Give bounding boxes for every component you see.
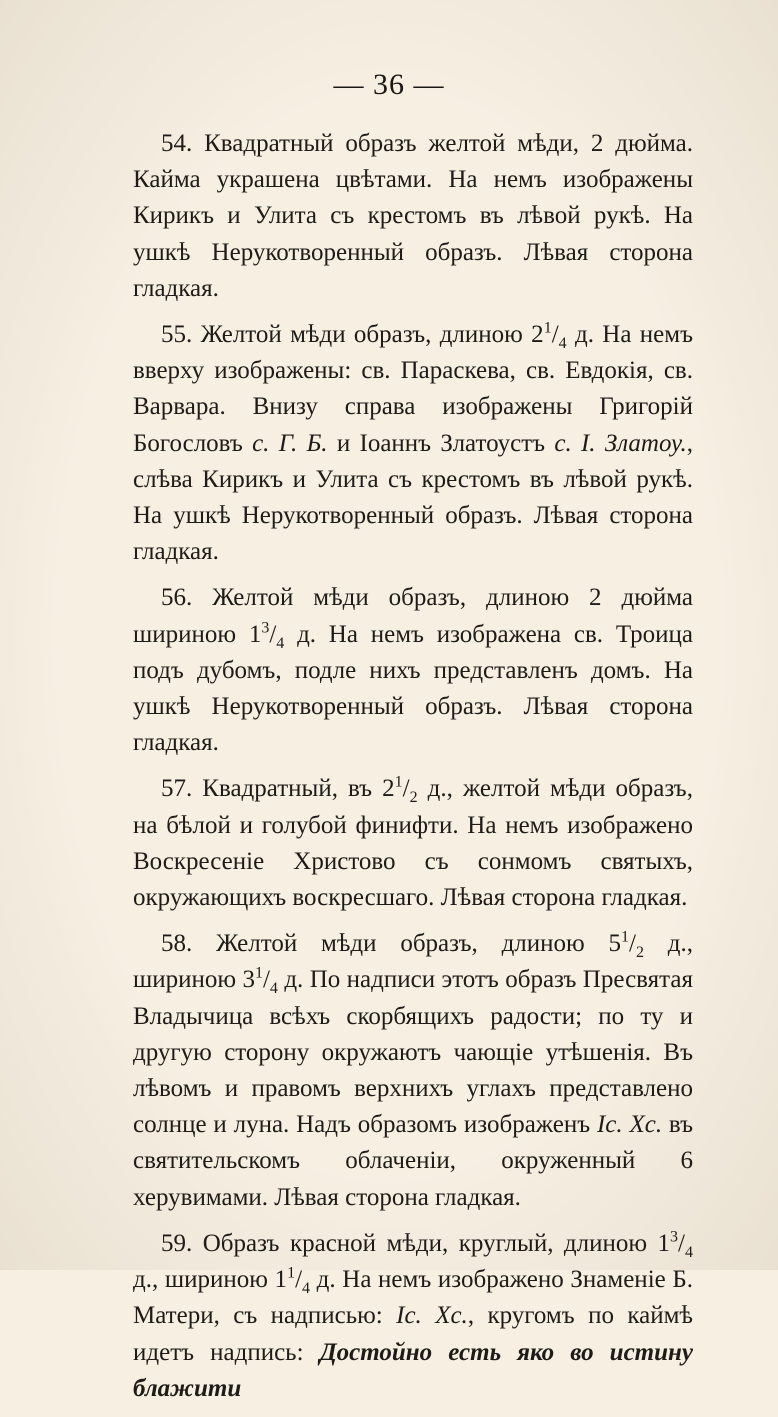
- text-run: 55. Желтой мѣди образъ, длиною 2: [161, 321, 544, 349]
- text-run: /: [402, 775, 410, 803]
- text-run: д. На немъ вверху изображены: св. Параскева, св. Евдокія, св. Варвара. Внизу справа изображены Григорій Богословъ: [133, 321, 693, 457]
- text-run: , слѣва Кирикъ и Улита съ крестомъ въ лѣвой рукѣ. На ушкѣ Нерукотворенный образъ. Лѣвая сторона гладкая.: [133, 429, 693, 566]
- text-run: /: [262, 966, 270, 994]
- text-run: д., желтой мѣди образъ, на бѣлой и голубой финифти. На немъ изображено Воскресеніе Христово съ сонмомъ святыхъ, окружающихъ воскресшаго. Лѣвая сторона гладкая.: [133, 775, 693, 912]
- text-run: /: [629, 930, 636, 958]
- text-run: 2: [409, 789, 418, 807]
- text-run: 3: [670, 1228, 679, 1246]
- text-body: [133, 126, 693, 1417]
- text-run: 59. Образъ красной мѣди, круглый, длиною 1: [161, 1229, 671, 1257]
- text-run: 1: [287, 1264, 296, 1282]
- text-run: /: [269, 620, 277, 648]
- paragraph-54: [133, 126, 693, 307]
- text-run: 3: [261, 619, 270, 637]
- text-run: 1: [621, 928, 630, 946]
- text-run: Іс. Хс.: [596, 1111, 663, 1139]
- text-run: с. Г. Б.: [252, 429, 328, 457]
- text-run: д. На немъ изображена св. Троица подъ дубомъ, подле нихъ представленъ домъ. На ушкѣ Нерукотворенный образъ. Лѣвая сторона гладкая.: [133, 620, 693, 757]
- text-run: Іс. Хс.: [396, 1302, 468, 1330]
- text-run: 1: [254, 965, 263, 983]
- text-run: д. На немъ изображено Знаменіе Б. Матери, съ надписью:: [133, 1266, 693, 1330]
- paragraph-58: [133, 926, 693, 1216]
- text-run: 4: [685, 1243, 693, 1261]
- text-run: д. По надписи этотъ образъ Пресвятая Владычица всѣхъ скорбящихъ радости; по ту и другую сторону окружаютъ чающіе утѣшенія. Въ лѣвомъ и правомъ верхнихъ углахъ представлено солнце и луна. Надъ образомъ изображенъ: [133, 966, 693, 1139]
- text-run: Достойно есть яко во истину блажити: [133, 1338, 693, 1402]
- text-run: и Іоаннъ Златоустъ: [327, 429, 555, 457]
- text-run: д., шириною 3: [133, 930, 693, 994]
- page-number: — 36 —: [333, 68, 445, 101]
- paragraph-55: [133, 317, 693, 570]
- text-run: 4: [558, 335, 567, 353]
- text-run: 4: [302, 1280, 311, 1298]
- paragraph-59: [133, 1226, 693, 1407]
- text-run: 1: [543, 319, 552, 337]
- text-run: /: [678, 1229, 685, 1257]
- text-run: , кругомъ по каймѣ идетъ надпись:: [133, 1302, 693, 1366]
- text-run: 56. Желтой мѣди образъ, длиною 2 дюйма шириною 1: [133, 584, 693, 648]
- text-run: 4: [269, 980, 278, 998]
- text-run: 4: [276, 634, 285, 652]
- text-run: 2: [635, 944, 644, 962]
- paragraph-56: [133, 580, 693, 761]
- text-run: 54. Квадратный образъ желтой мѣди, 2 дюйма. Кайма украшена цвѣтами. На немъ изображены Кирикъ и Улита съ крестомъ въ лѣвой рукѣ. На ушкѣ Нерукотворенный образъ. Лѣвая сторона гладкая.: [133, 130, 693, 302]
- text-run: /: [295, 1266, 303, 1294]
- text-run: 58. Желтой мѣди образъ, длиною 5: [161, 930, 622, 958]
- text-run: въ святительскомъ облаченіи, окруженный 6 херувимами. Лѣвая сторона гладкая.: [133, 1111, 694, 1211]
- text-run: 1: [394, 774, 403, 792]
- text-run: 57. Квадратный, въ 2: [161, 775, 395, 803]
- text-run: д., шириною 1: [133, 1266, 288, 1294]
- text-run: с. І. Златоу.: [554, 429, 687, 457]
- text-run: /: [551, 321, 559, 349]
- paragraph-57: [133, 771, 693, 916]
